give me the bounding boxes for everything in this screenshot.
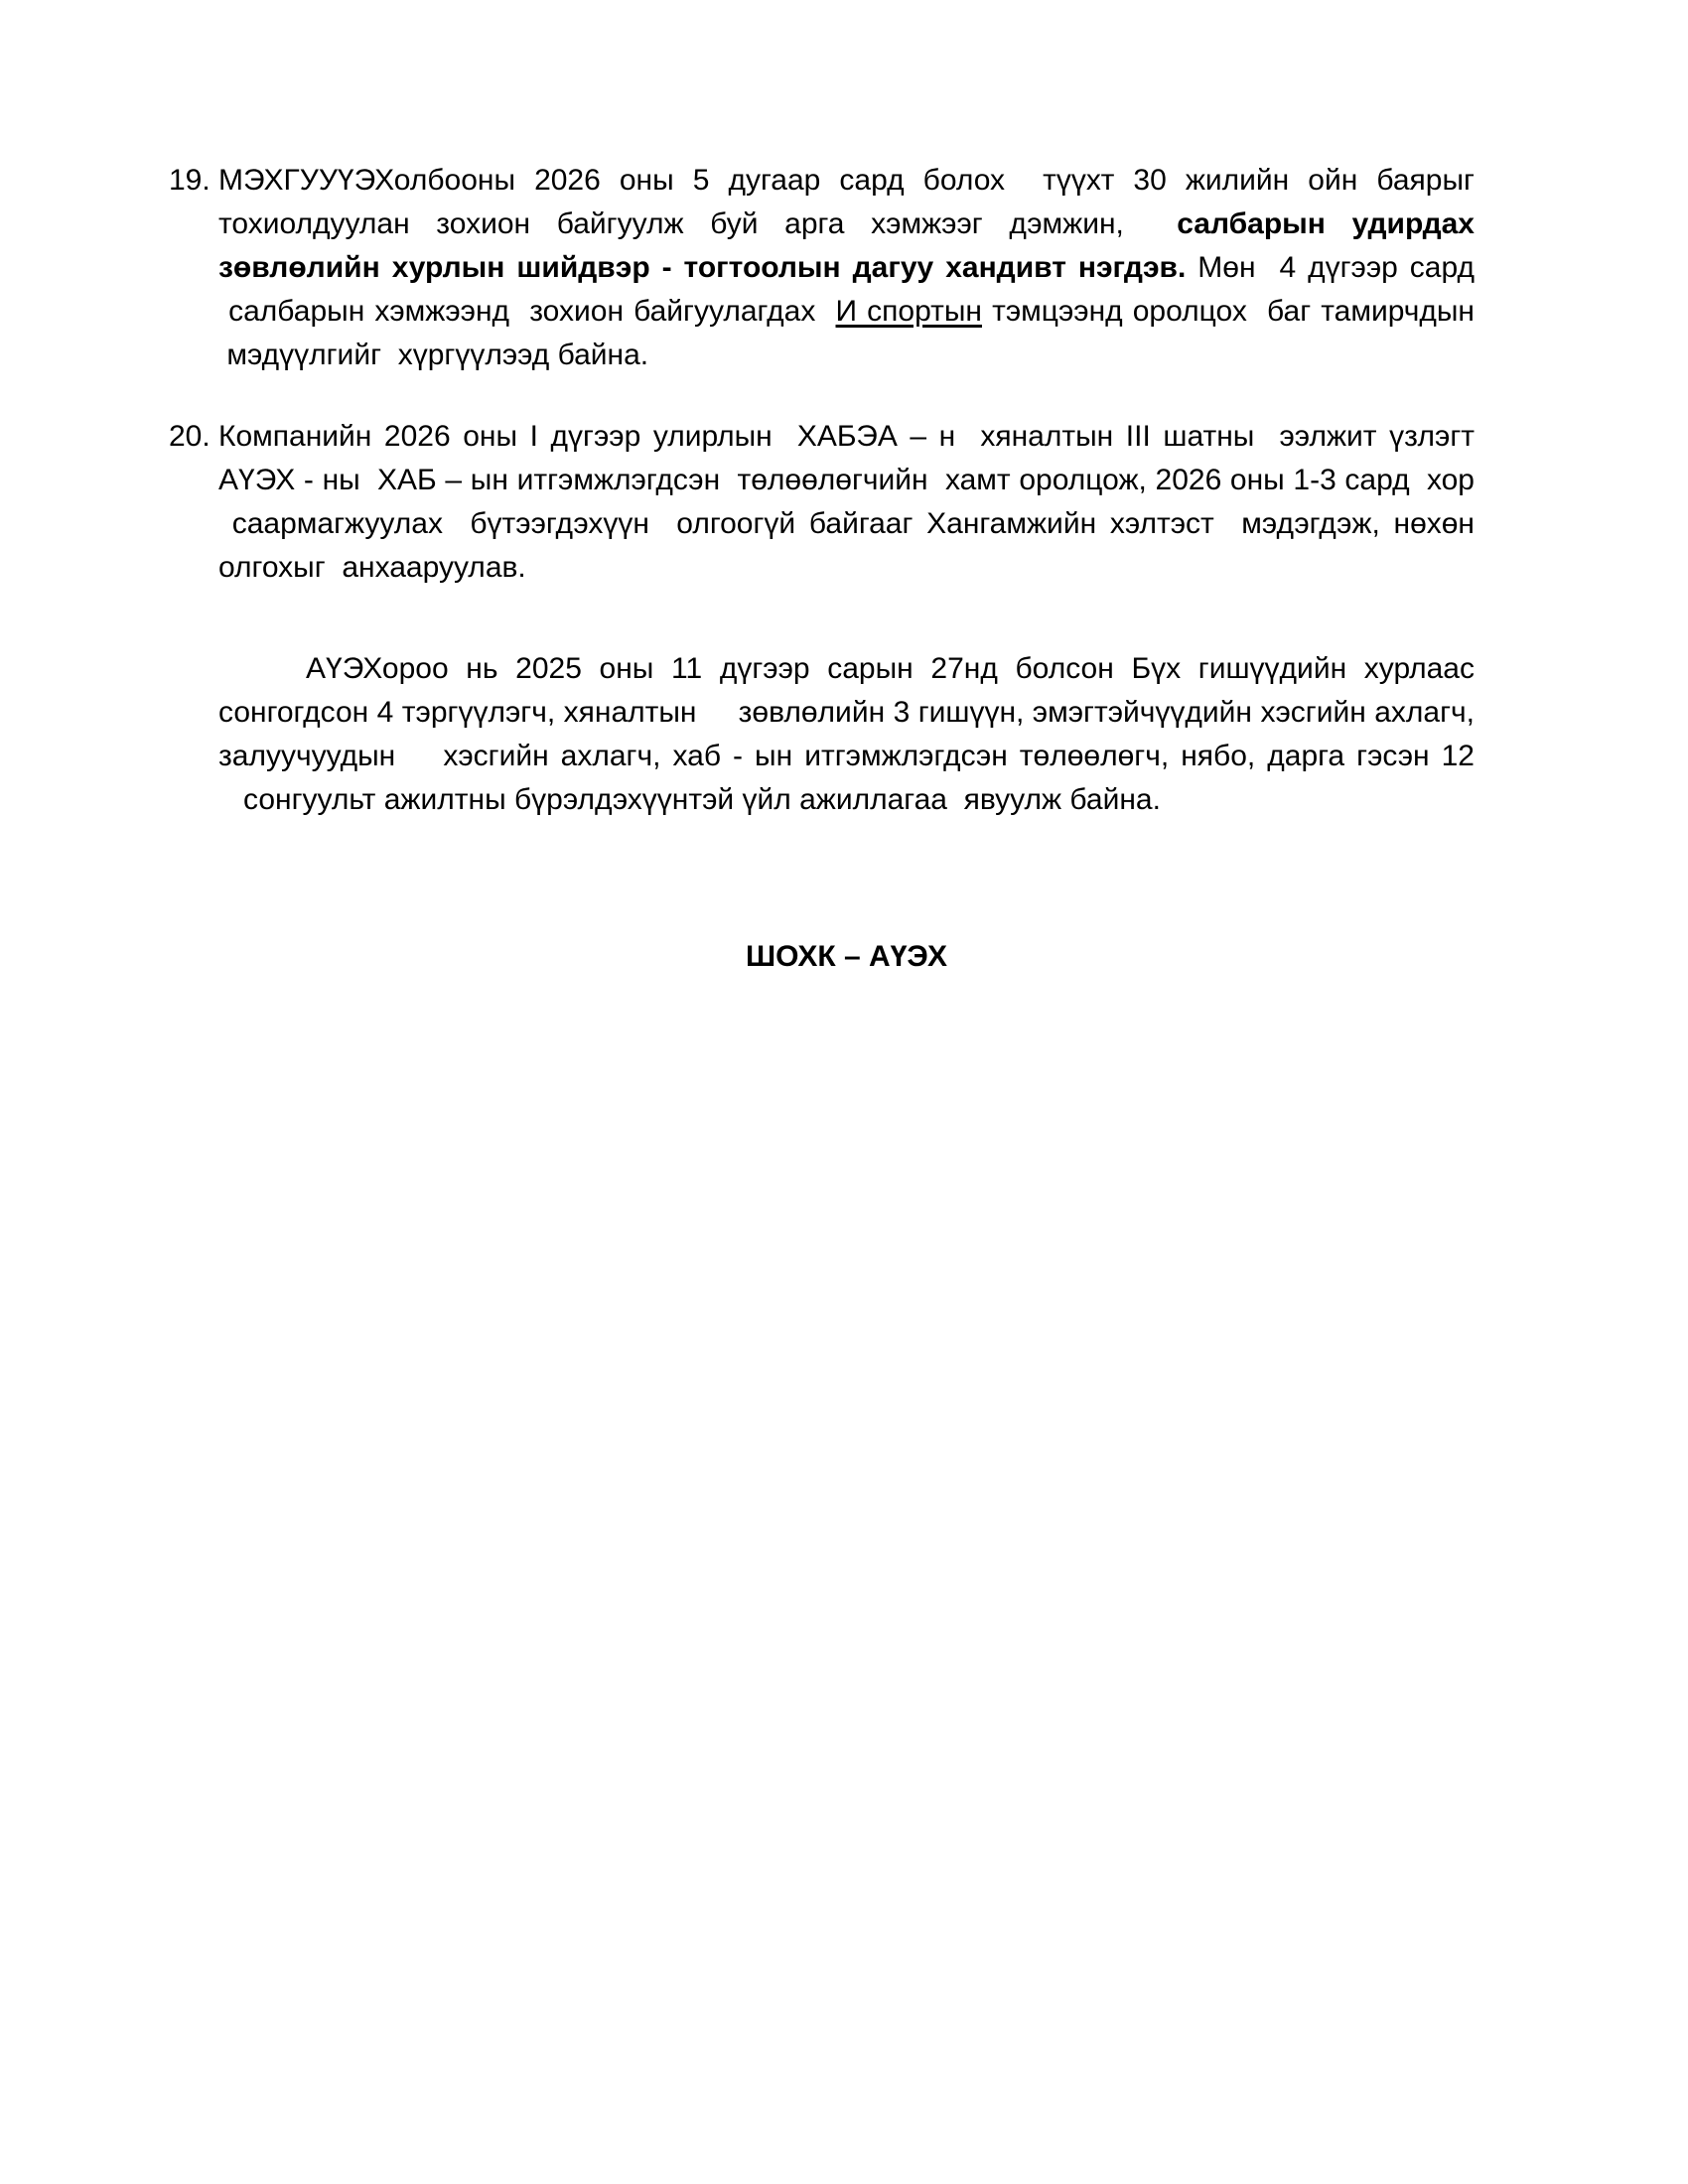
paragraph-19 [218, 159, 1475, 377]
paragraph-19-run-normal: Мөн 4 дүгээр сард салбарын хэмжээнд зохион байгуулагдах [218, 251, 1475, 328]
list-item-19 [169, 159, 1475, 377]
paragraph-19-run-normal: МЭХГУУҮЭХолбооны 2026 оны 5 дугаар сард болох түүхт 30 жилийн ойн баярыг тохиолдуулан зохион байгуулж буй арга хэмжээг дэмжин, [218, 164, 1475, 240]
paragraph-19-run-bold: салбарын удирдах зөвлөлийн хурлын шийдвэр - тогтоолын дагуу хандивт нэгдэв. [218, 207, 1475, 284]
list-number-20: 20. [169, 420, 211, 453]
paragraph-19-run-underline: И спортын [835, 295, 982, 328]
list-number-19: 19. [169, 164, 211, 197]
paragraph-19-run-normal: тэмцээнд оролцох баг тамирчдын мэдүүлгийг хүргүүлээд байна. [218, 295, 1475, 371]
paragraph-20-run-normal: Компанийн 2026 оны I дүгээр улирлын ХАБЭА – н хяналтын III шатны ээлжит үзлэгт АҮЭХ - ны ХАБ – ын итгэмжлэгдсэн төлөөлөгчийн хамт оролцож, 2026 оны 1-3 сард хор саармагжуулах бүтээгдэхүүн олгоогүй байгааг Хангамжийн хэлтэст мэдэгдэж, нөхөн олгохыг анхааруулав. [218, 420, 1475, 584]
footer-heading: ШОХК – АҮЭХ [746, 940, 947, 973]
document-content [169, 159, 1475, 979]
list-item-20 [169, 415, 1475, 590]
paragraph-20 [218, 415, 1475, 590]
closing-paragraph: АҮЭХороо нь 2025 оны 11 дүгээр сарын 27нд болсон Бүх гишүүдийн хурлаас сонгогдсон 4 тэргүүлэгч, хяналтын зөвлөлийн 3 гишүүн, эмэгтэйчүүдийн хэсгийн ахлагч, залуучуудын хэсгийн ахлагч, хаб - ын итгэмжлэгдсэн төлөөлөгч, нябо, дарга гэсэн 12 сонгуульт ажилтны бүрэлдэхүүнтэй үйл ажиллагаа явуулж байна. [218, 652, 1475, 816]
